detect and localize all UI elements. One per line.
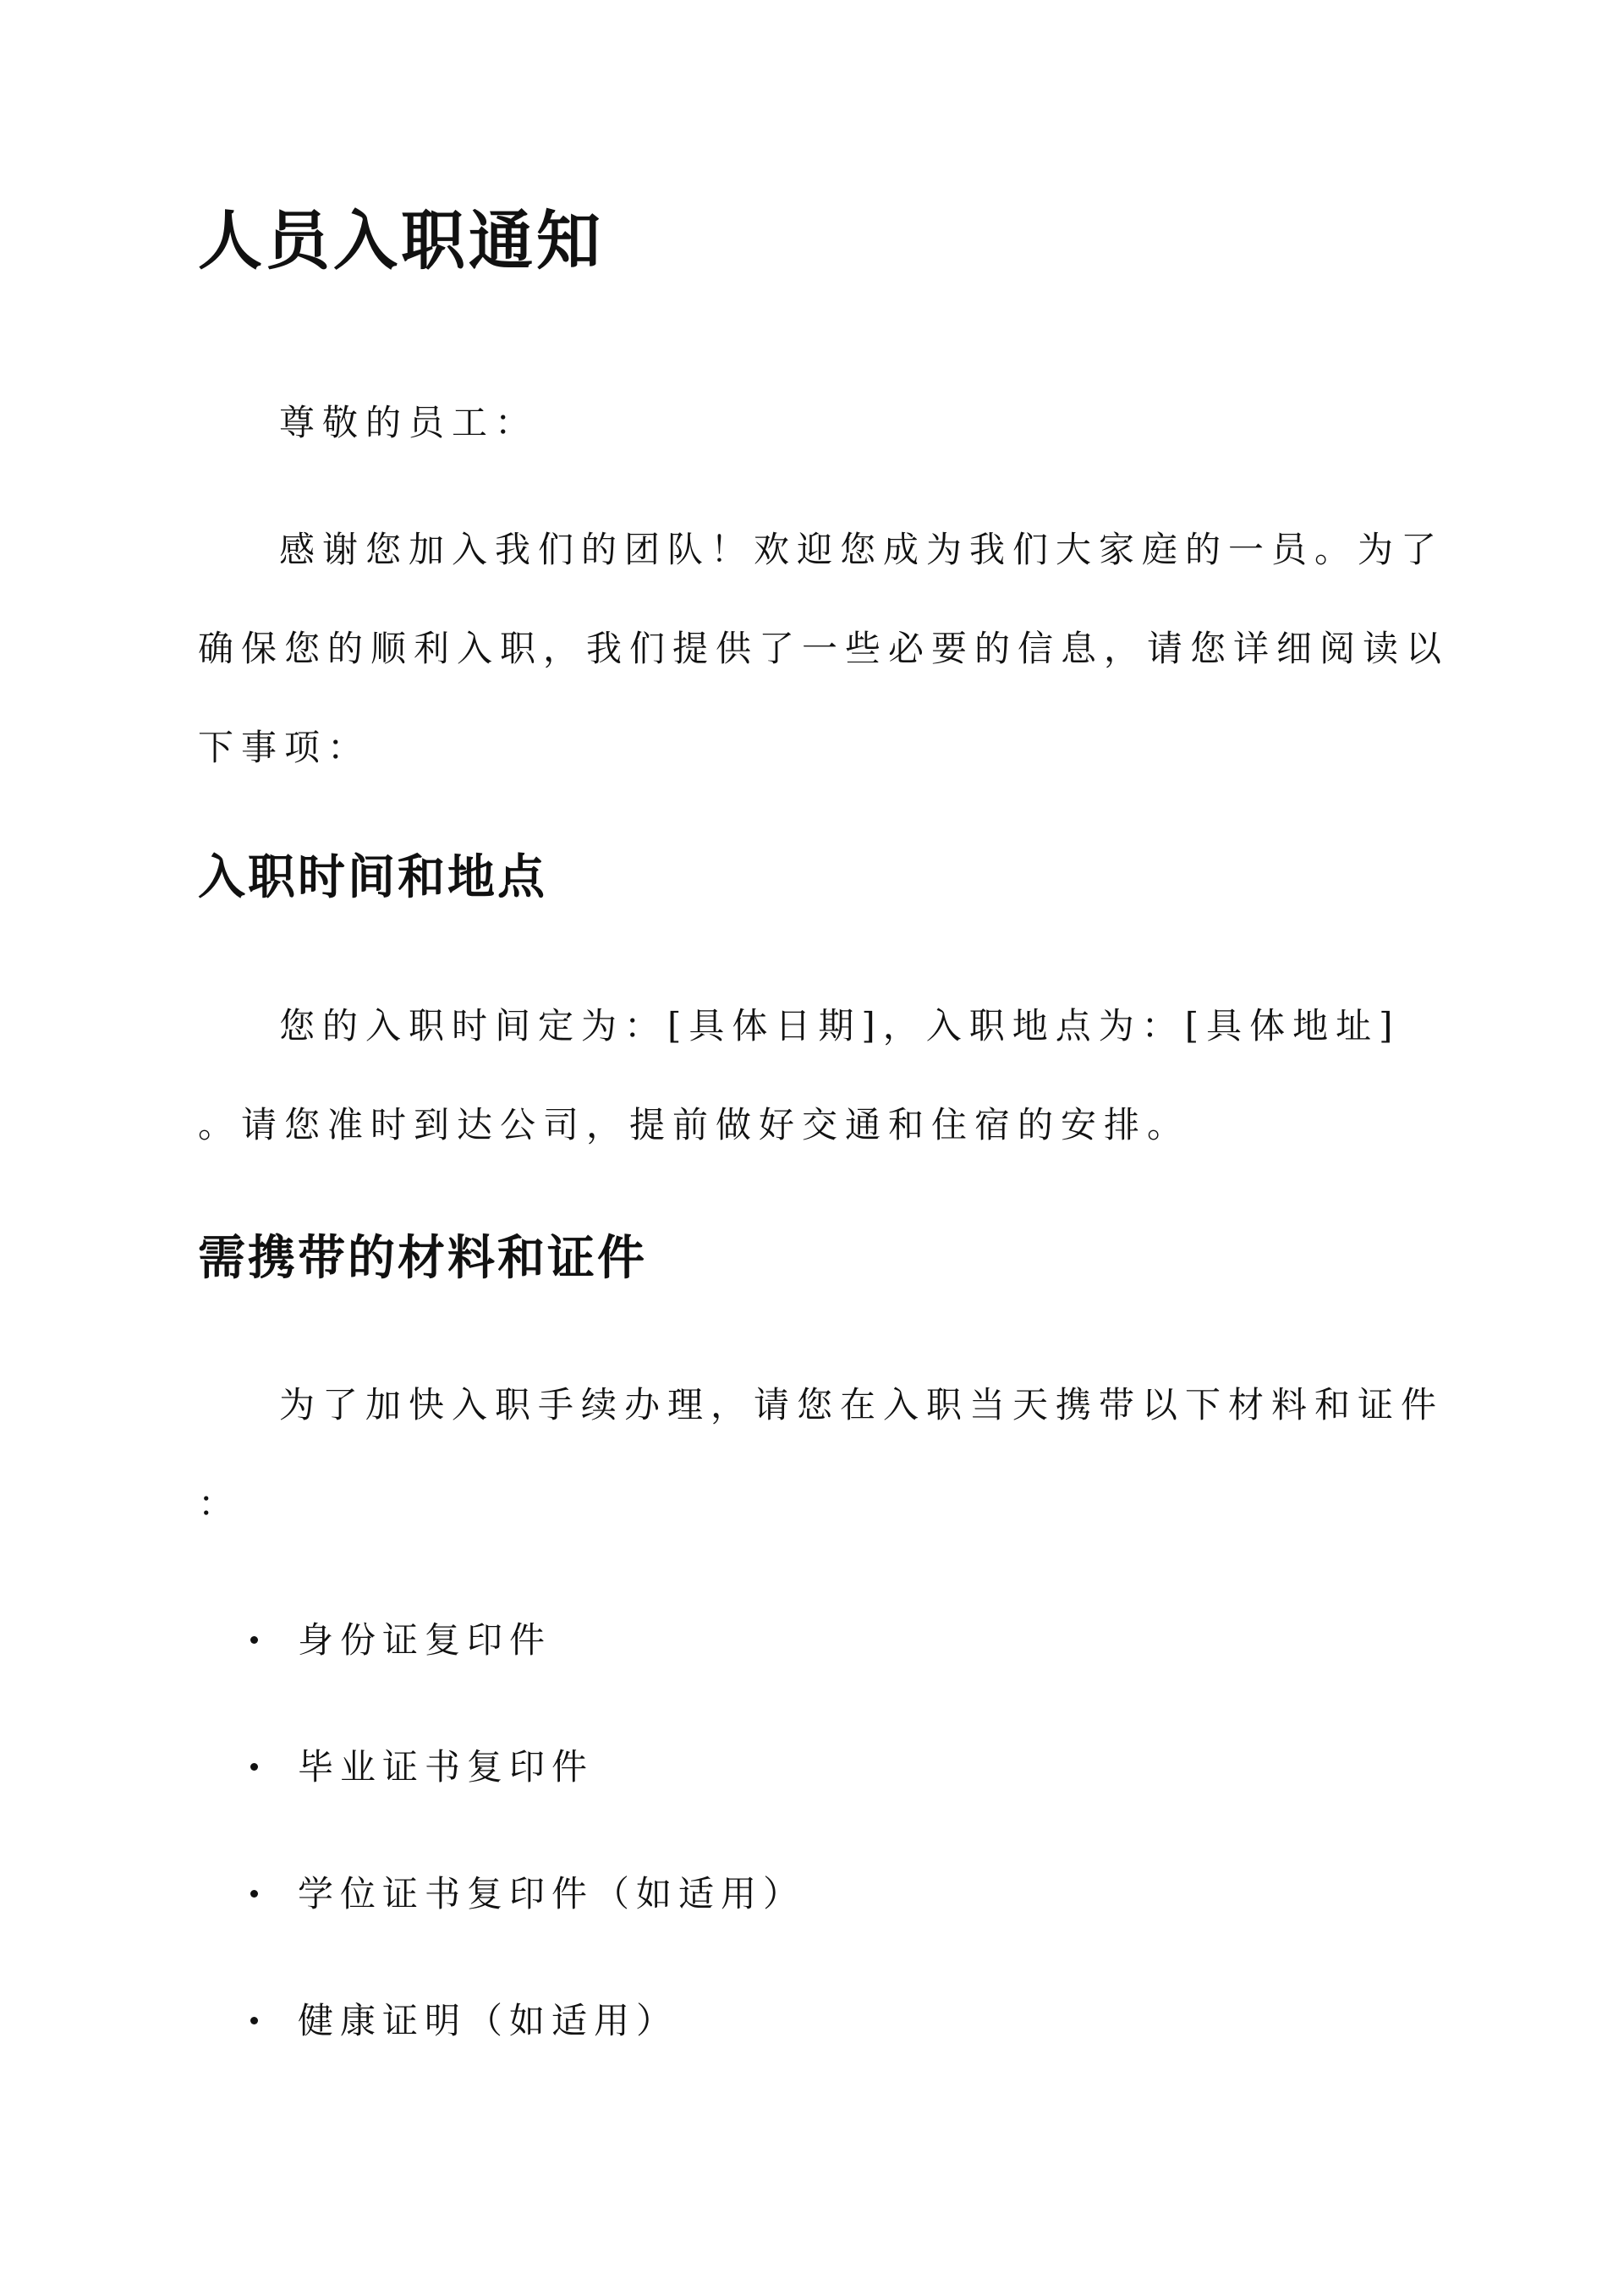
bullet-dot-icon [250, 1763, 258, 1771]
list-item-text: 身份证复印件 [298, 1619, 552, 1661]
time-location-line-1: 您的入职时间定为：[具体日期]，入职地点为：[具体地址] [279, 1005, 1401, 1046]
intro-line-2: 确保您的顺利入职，我们提供了一些必要的信息，请您详细阅读以 [198, 628, 1450, 669]
time-location-line-2: 。请您准时到达公司，提前做好交通和住宿的安排。 [198, 1104, 1191, 1145]
intro-line-1: 感谢您加入我们的团队！欢迎您成为我们大家庭的一员。为了 [279, 529, 1445, 570]
salutation [198, 373, 1433, 472]
list-item-text: 健康证明（如适用） [298, 2000, 679, 2041]
section-heading-time-location: 入职时间和地点 [198, 849, 547, 905]
salutation-text: 尊敬的员工： [279, 402, 539, 443]
intro-paragraph [198, 500, 1450, 797]
bullet-dot-icon [250, 2017, 258, 2024]
section-heading-materials: 需携带的材料和证件 [198, 1230, 647, 1286]
time-location-paragraph [198, 976, 1433, 1174]
bullet-dot-icon [250, 1890, 258, 1898]
materials-paragraph [198, 1355, 1445, 1553]
list-item-text: 毕业证书复印件 [298, 1746, 595, 1788]
page-title: 人员入职通知 [198, 203, 604, 278]
materials-line-2: ： [198, 1483, 242, 1524]
list-item-text: 学位证书复印件（如适用） [298, 1873, 806, 1914]
bullet-dot-icon [250, 1636, 258, 1644]
intro-line-3: 下事项： [198, 727, 371, 768]
materials-line-1: 为了加快入职手续办理，请您在入职当天携带以下材料和证件 [279, 1384, 1445, 1425]
